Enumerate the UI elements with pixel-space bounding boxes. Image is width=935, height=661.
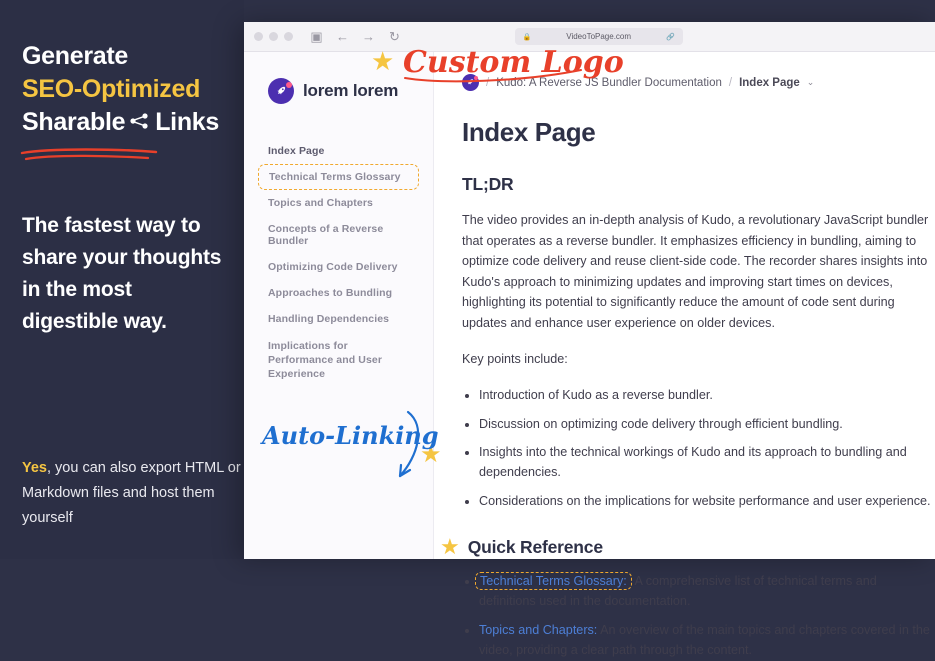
share-nodes-icon xyxy=(128,106,150,139)
annotation-custom-logo-text: Custom Logo xyxy=(403,45,624,80)
promo-heading-line-3b: Links xyxy=(155,108,219,136)
breadcrumb-doc-link[interactable]: Kudo: A Reverse JS Bundler Documentation xyxy=(496,76,722,89)
promo-footer xyxy=(22,456,244,531)
page-title: Index Page xyxy=(462,117,596,147)
promo-footer-yes: Yes xyxy=(22,460,47,476)
brand-name: lorem lorem xyxy=(303,81,399,100)
star-annotation-logo-icon: ★ xyxy=(371,46,395,76)
main-content xyxy=(434,52,935,657)
logo-accent-dot xyxy=(286,82,292,88)
quick-ref-link-topics-and-chapters[interactable]: Topics and Chapters: xyxy=(479,622,598,637)
quick-ref-text-2: An overview of the main topics and chapters covered in the video, providing a clear path through the content. xyxy=(479,622,930,657)
quick-reference-heading: Quick Reference xyxy=(467,536,603,557)
sidebar-nav xyxy=(244,138,433,389)
address-bar-url: VideoToPage.com xyxy=(566,32,632,41)
link-icon[interactable]: 🔗 xyxy=(665,33,675,41)
sidebar-item-technical-terms-glossary[interactable]: Technical Terms Glossary xyxy=(258,164,419,190)
rocket-logo-icon xyxy=(268,78,294,104)
window-controls[interactable] xyxy=(254,32,293,41)
sidebar-item-index-page[interactable]: Index Page xyxy=(268,145,325,157)
list-item: • Introduction of Kudo as a reverse bundler. xyxy=(479,386,935,406)
back-icon[interactable]: ← xyxy=(336,29,349,44)
list-item: • Insights into the technical workings of Kudo and its approach to bundling and dependencies. xyxy=(479,443,935,483)
sidebar-item-implications-for-performance[interactable]: Implications for Performance and User Experience xyxy=(268,340,383,381)
promo-subheading: The fastest way to share your thoughts in the most digestible way. xyxy=(22,214,222,333)
promo-heading xyxy=(22,40,222,172)
quick-ref-text-1: A comprehensive list of technical terms and definitions used in the documentation. xyxy=(479,574,877,608)
sidebar-toggle-icon[interactable]: ▣ xyxy=(310,29,323,44)
app-sidebar xyxy=(244,52,434,559)
breadcrumb-separator-2: / xyxy=(728,76,733,89)
star-annotation-icon: ★ xyxy=(440,534,460,560)
key-points-label: Key points include: xyxy=(462,352,568,367)
lock-icon: 🔒 xyxy=(522,33,532,41)
promo-heading-line-3 xyxy=(22,106,219,139)
promo-heading-line-2: SEO-Optimized xyxy=(22,75,201,103)
sidebar-item-concepts-of-a-reverse-bundler[interactable]: Concepts of a Reverse Bundler xyxy=(268,223,384,247)
promo-heading-line-3a: Sharable xyxy=(22,108,126,136)
reload-icon[interactable]: ↻ xyxy=(389,29,400,44)
minimize-window-button[interactable] xyxy=(269,32,278,41)
sidebar-item-handling-dependencies[interactable]: Handling Dependencies xyxy=(268,313,390,325)
breadcrumb-current-page[interactable]: Index Page xyxy=(739,76,800,89)
annotation-auto-linking-text: Auto-Linking xyxy=(262,421,439,450)
list-item xyxy=(479,621,935,661)
quick-reference-list xyxy=(462,572,935,661)
list-item: • Considerations on the implications for website performance and user experience. xyxy=(479,492,935,512)
list-item: • Discussion on optimizing code delivery through efficient bundling. xyxy=(479,415,935,435)
annotation-custom-logo xyxy=(401,36,624,86)
app-body xyxy=(244,52,935,657)
star-annotation-quick-reference-icon: ★ xyxy=(420,441,442,468)
key-points-list xyxy=(462,386,935,512)
promo-panel xyxy=(0,0,244,559)
list-item xyxy=(479,572,935,612)
breadcrumb-separator-1: / xyxy=(486,76,490,89)
promo-footer-rest: , you can also export HTML or Markdown files and host them yourself xyxy=(22,460,241,526)
quick-reference-heading-row xyxy=(440,536,935,558)
tldr-heading: TL;DR xyxy=(462,174,514,194)
chevron-down-icon[interactable]: ⌄ xyxy=(806,77,815,87)
maximize-window-button[interactable] xyxy=(284,32,293,41)
promo-heading-line-1: Generate xyxy=(22,42,128,70)
quick-ref-link-technical-terms-glossary[interactable]: Technical Terms Glossary: xyxy=(475,572,632,590)
sidebar-item-optimizing-code-delivery[interactable]: Optimizing Code Delivery xyxy=(268,261,398,273)
sidebar-item-topics-and-chapters[interactable]: Topics and Chapters xyxy=(268,197,373,209)
forward-icon[interactable]: → xyxy=(362,29,375,44)
underline-swoosh-decoration xyxy=(20,147,160,163)
annotation-auto-linking xyxy=(258,398,438,468)
tldr-paragraph: The video provides an in-depth analysis of Kudo, a revolutionary JavaScript bundler that operates as a reverse bundler. It emphasizes efficiency in bundling, aiming to optimize code delivery and reuse client-side code. The recorder shares insights into Kudo's approach to minimizing updates and improving start times on devices, highlighting its potential to significantly reduce the amount of code sent during updates and enhance user experience on older devices. xyxy=(462,213,929,330)
close-window-button[interactable] xyxy=(254,32,263,41)
sidebar-item-approaches-to-bundling[interactable]: Approaches to Bundling xyxy=(268,287,393,299)
browser-window xyxy=(244,22,935,657)
